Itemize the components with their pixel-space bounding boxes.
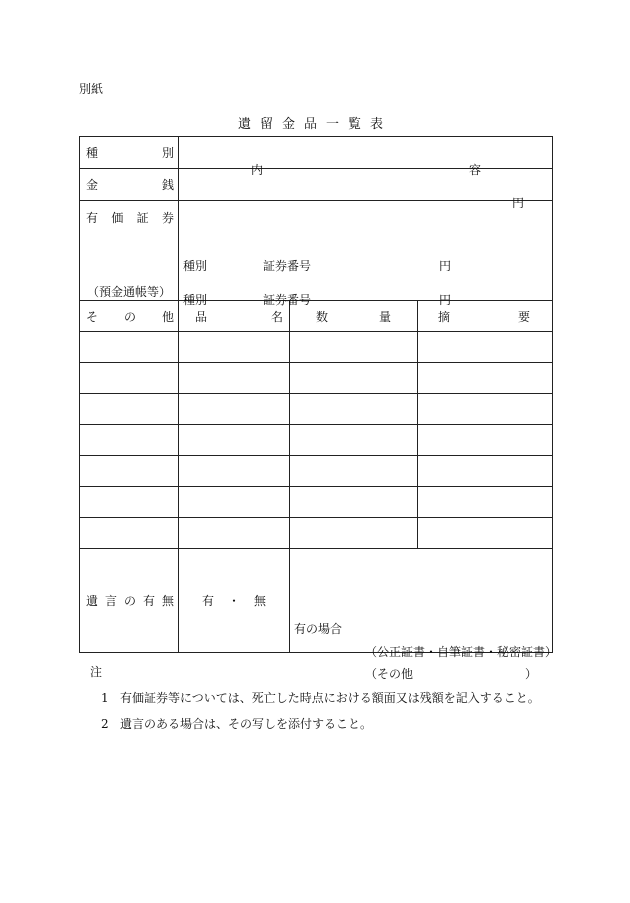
row-securities (80, 201, 553, 301)
item-row-name-cell (179, 394, 290, 425)
item-row (80, 518, 553, 549)
money-unit: 円 (512, 195, 525, 210)
item-row-note-cell (418, 518, 553, 549)
note-number-1: 1 (101, 691, 109, 705)
securities-label-cell (80, 201, 179, 301)
type-label: 種 別 (86, 146, 174, 160)
item-row-label-cell (80, 394, 179, 425)
item-name-header-label: 品 名 (195, 309, 283, 324)
item-row (80, 332, 553, 363)
item-row (80, 363, 553, 394)
securities-number-label-2: 証券番号 (263, 292, 312, 307)
type-label-cell (80, 137, 179, 169)
content-label-2: 容 (469, 162, 482, 177)
item-row-qty-cell (290, 394, 418, 425)
row-type (80, 137, 553, 169)
money-value-cell (179, 169, 553, 210)
item-row-label-cell (80, 487, 179, 518)
will-detail-cell (290, 549, 558, 681)
item-row-note-cell (418, 332, 553, 363)
content-header-cell (179, 137, 553, 177)
content-label-1: 内 (251, 162, 264, 177)
notes-heading: 注 (90, 665, 103, 679)
securities-kind-2: 種別 (183, 292, 208, 307)
securities-unit-1: 円 (439, 258, 452, 273)
will-yn-cell (179, 549, 290, 653)
securities-value-cell (179, 201, 553, 307)
item-row-label-cell (80, 518, 179, 549)
item-row-qty-cell (290, 363, 418, 394)
note-number-2: 2 (101, 717, 109, 731)
item-row-note-cell (418, 456, 553, 487)
item-row-name-cell (179, 518, 290, 549)
item-row-label-cell (80, 363, 179, 394)
will-other-open: （その他 (365, 666, 414, 681)
will-sep: ・ (227, 594, 240, 608)
money-label: 金 銭 (86, 178, 174, 192)
securities-unit-2: 円 (439, 292, 452, 307)
item-qty-header-label: 数 量 (316, 309, 391, 324)
securities-label: 有 価 証 券 (86, 211, 174, 225)
item-row-note-cell (418, 487, 553, 518)
item-row-label-cell (80, 425, 179, 456)
item-row-label-cell (80, 332, 179, 363)
will-if-yes: 有の場合 (294, 621, 343, 636)
inventory-table (79, 136, 558, 681)
item-note-header (418, 301, 553, 332)
row-money (80, 169, 553, 201)
attachment-label: 別紙 (79, 82, 104, 96)
item-row-name-cell (179, 332, 290, 363)
securities-kind-1: 種別 (183, 258, 208, 273)
item-row-note-cell (418, 425, 553, 456)
note-text-2: 遺言のある場合は、その写しを添付すること。 (120, 717, 373, 731)
will-yes: 有 (201, 594, 214, 608)
will-label-cell (80, 549, 179, 653)
securities-sub-label: （預金通帳等） (86, 285, 171, 299)
item-row (80, 456, 553, 487)
item-row-name-cell (179, 363, 290, 394)
item-row-label-cell (80, 456, 179, 487)
other-label-cell (80, 301, 179, 332)
item-row-qty-cell (290, 487, 418, 518)
money-label-cell (80, 169, 179, 201)
note-item-2 (101, 715, 372, 732)
item-note-header-label: 摘 要 (438, 309, 531, 324)
item-row (80, 394, 553, 425)
item-row-qty-cell (290, 518, 418, 549)
note-item-1 (101, 689, 540, 706)
item-row-name-cell (179, 425, 290, 456)
page-title: 遺留金品一覧表 (237, 117, 392, 132)
securities-number-label-1: 証券番号 (263, 258, 312, 273)
will-other-close: ） (525, 666, 538, 681)
item-row (80, 425, 553, 456)
will-no: 無 (254, 594, 267, 608)
will-types: （公正証書・自筆証書・秘密証書） (365, 644, 558, 659)
item-row-note-cell (418, 363, 553, 394)
row-will (80, 549, 553, 653)
item-row-name-cell (179, 487, 290, 518)
item-row-qty-cell (290, 425, 418, 456)
row-items-header (80, 301, 553, 332)
item-row-qty-cell (290, 456, 418, 487)
item-row (80, 487, 553, 518)
item-row-note-cell (418, 394, 553, 425)
note-text-1: 有価証券等については、死亡した時点における額面又は残額を記入すること。 (120, 691, 540, 705)
item-row-qty-cell (290, 332, 418, 363)
item-rows (80, 332, 553, 549)
other-label: そ の 他 (86, 309, 174, 324)
will-label: 遺 言 の 有 無 (86, 594, 174, 608)
item-row-name-cell (179, 456, 290, 487)
